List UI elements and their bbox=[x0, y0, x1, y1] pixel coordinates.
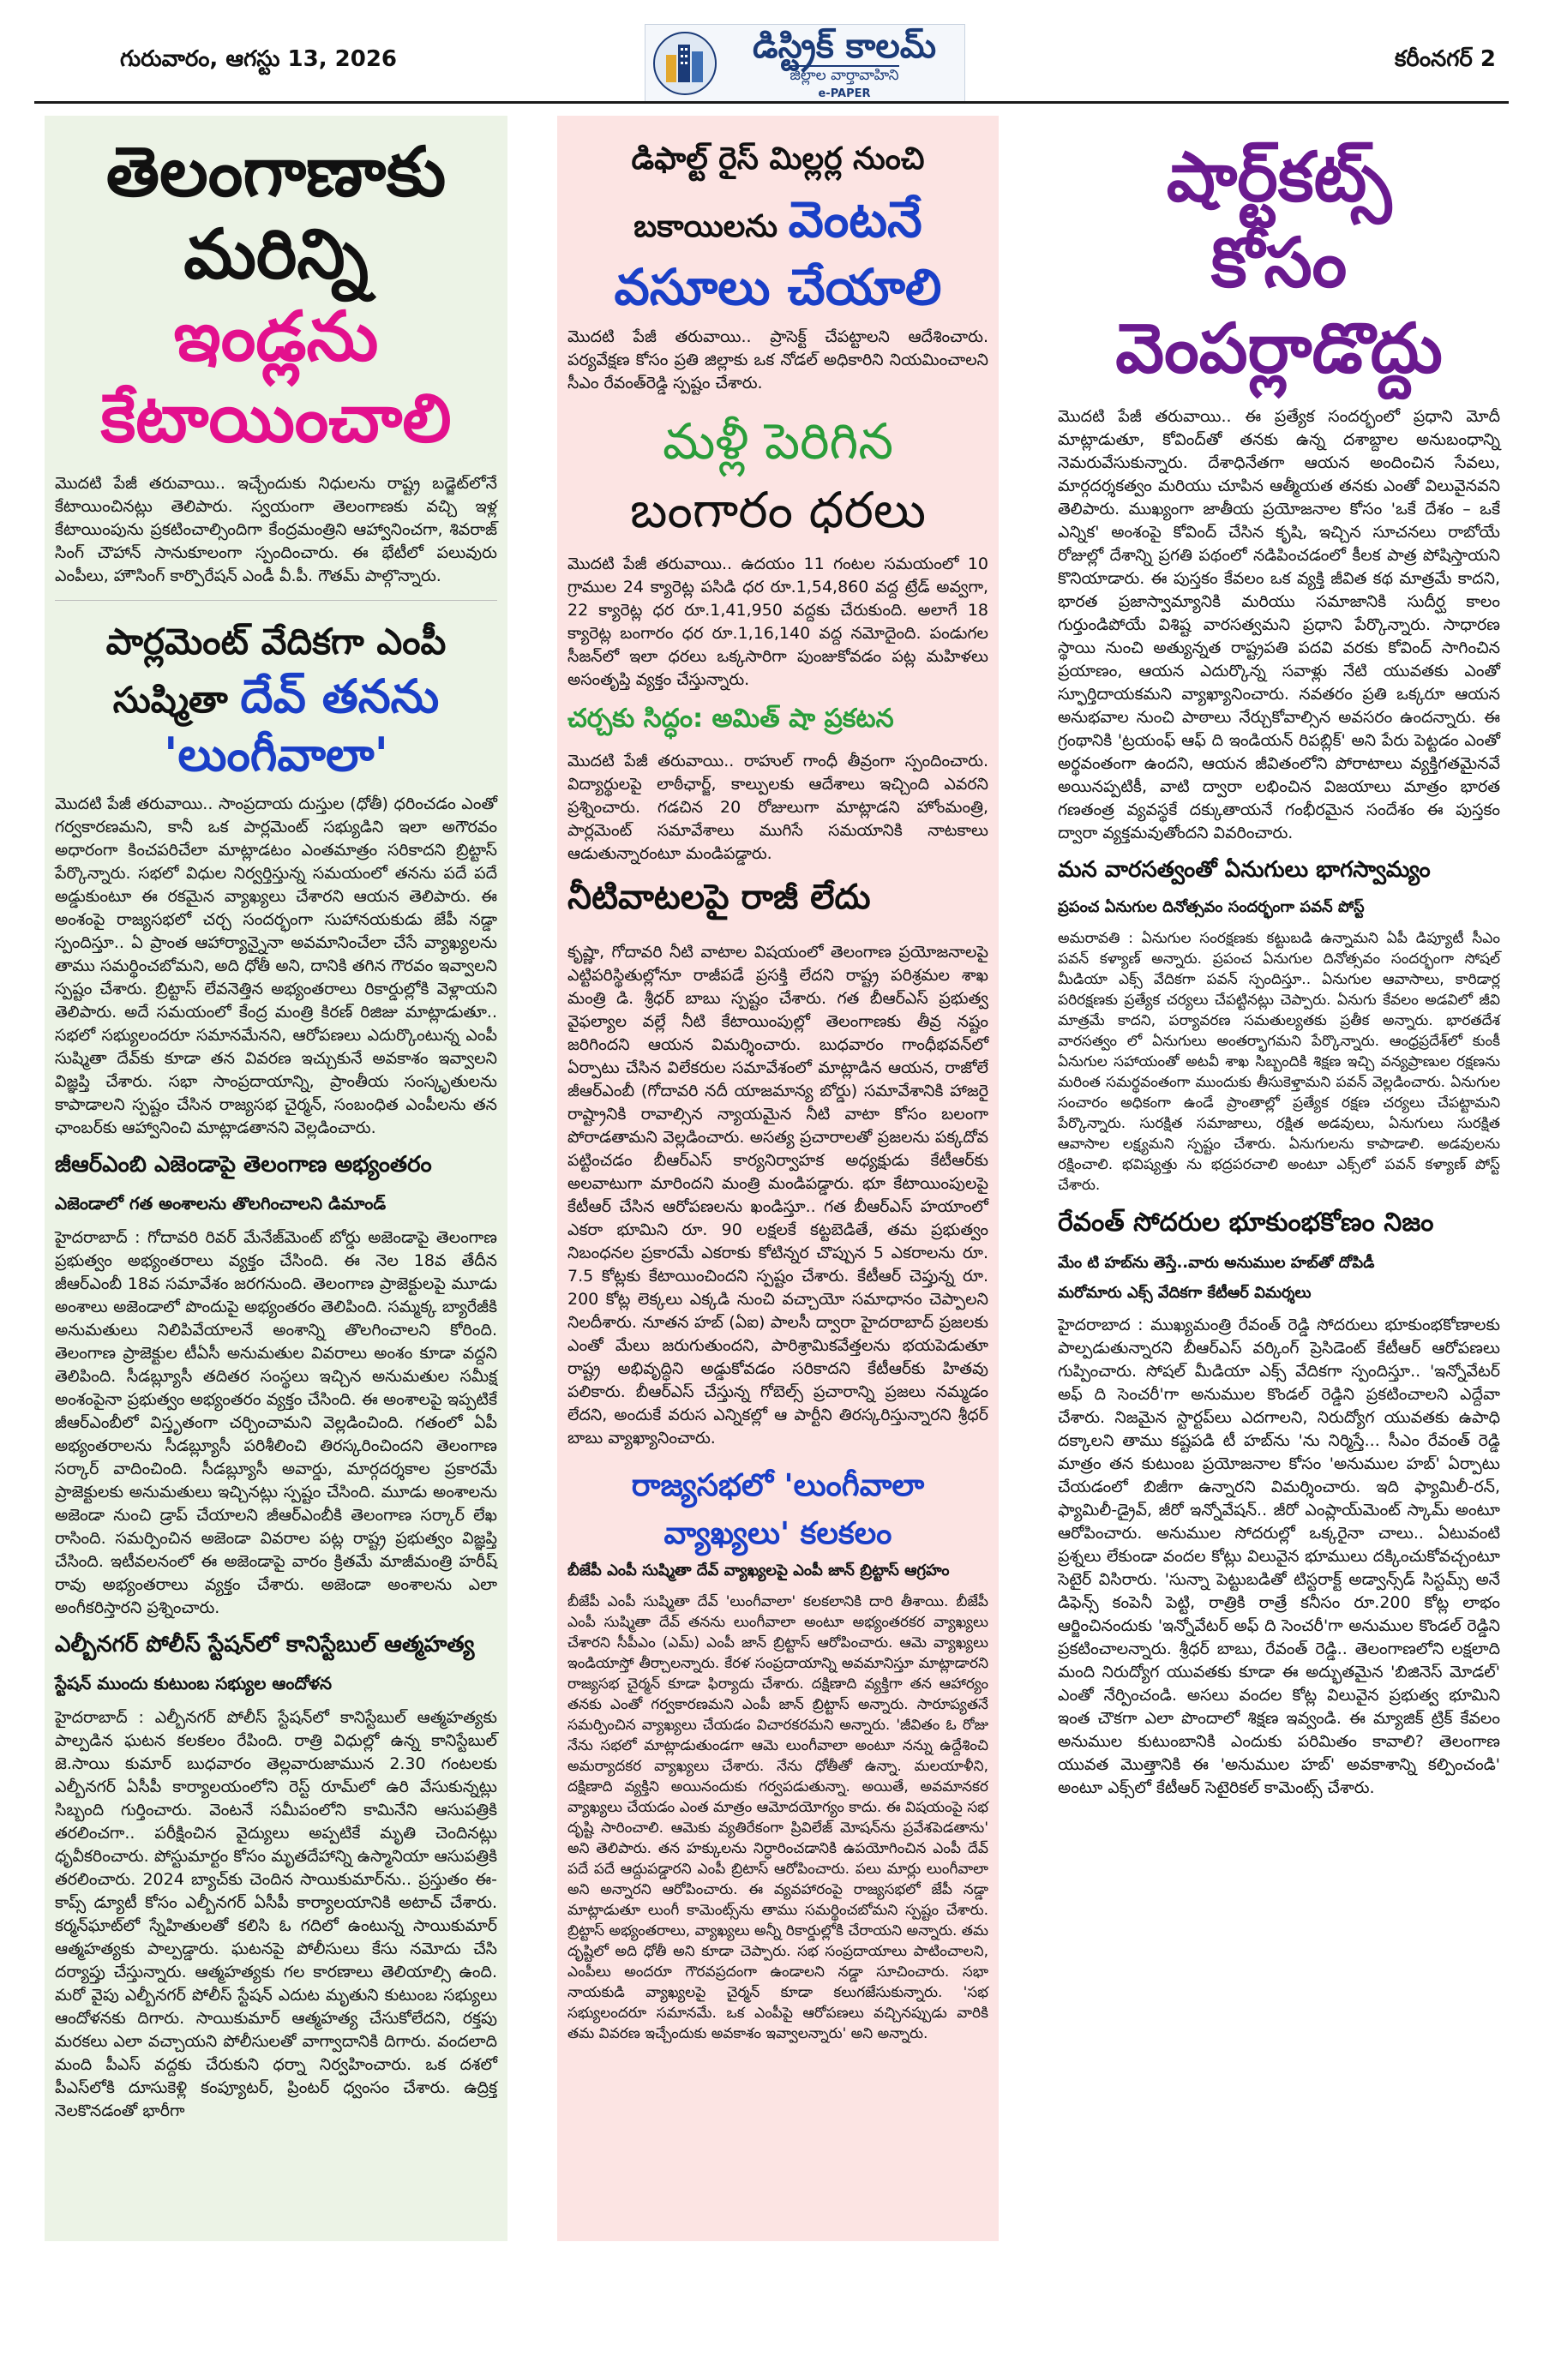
story-revanth-kicker1: మేం టి హబ్‌ను తెస్తే..వారు అనుముల హబ్‌తో దోపిడీ bbox=[1058, 1254, 1375, 1272]
story-elephants-headline: మన వారసత్వంతో ఏనుగులు భాగస్వామ్యం bbox=[1058, 857, 1431, 883]
story-housing-body: మొదటి పేజీ తరువాయి.. ఇచ్చేందుకు నిధులను రాష్ట్ర బడ్జెట్‌లోనే కేటాయించినట్లు తెలిపారు. స్వయంగా తెలంగాణకు వచ్చి ఇళ్ల కేటాయింపును ప్రకటించాల్సిందిగా కేంద్రమంత్రిని ఆహ్వానించగా, శివరాజ్ సింగ్ చౌహాన్ సానుకూలంగా స్పందించారు. ఈ భేటీలో పలువురు ఎంపీలు, హౌసింగ్ కార్పొరేషన్ ఎండీ వీ.పీ. గౌతమ్ పాల్గొన్నారు. bbox=[55, 474, 497, 585]
masthead bbox=[0, 0, 1543, 101]
story-grmb-headline: జీఆర్‌ఎంబి ఎజెండాపై తెలంగాణ అభ్యంతరం bbox=[55, 1152, 432, 1178]
story-constable-headline: ఎల్బీనగర్ పోలీస్ స్టేషన్‌లో కానిస్టేబుల్ ఆత్మహత్య bbox=[55, 1632, 475, 1658]
story-revanth-kicker2: మరోమారు ఎక్స్ వేదికగా కేటీఆర్ విమర్శలు bbox=[1058, 1284, 1312, 1302]
story-grmb-kicker: ఎజెండాలో గత అంశాలను తొలగించాలని డిమాండ్ bbox=[55, 1193, 387, 1214]
brand-tagline: జిల్లాల వార్తావాహిని bbox=[790, 65, 898, 87]
story-water-body: కృష్ణా, గోదావరి నీటి వాటాల విషయంలో తెలంగాణ ప్రయోజనాలపై ఎట్టిపరిస్థితుల్లోనూ రాజీపడే ప్రసక్తి లేదని రాష్ట్ర పరిశ్రమల శాఖ మంత్రి డి. శ్రీధర్ బాబు స్పష్టం చేశారు. గత బీఆర్ఎస్ ప్రభుత్వ వైఫల్యాల వల్లే నీటి కేటాయింపుల్లో తెలంగాణకు తీవ్ర నష్టం జరిగిందని ఆయన విమర్శించారు. బుధవారం గాంధీభవన్‌లో ఏర్పాటు చేసిన విలేకరుల సమావేశంలో మాట్లాడిన ఆయన, రాజోలే జీఆర్ఎంబీ (గోదావరి నదీ యాజమాన్య బోర్డు) సమావేశానికి హాజరై రాష్ట్రానికి రావాల్సిన న్యాయమైన నీటి వాటా కోసం బలంగా పోరాడతామని వెల్లడించారు. అసత్య ప్రచారాలతో ప్రజలను పక్కదోవ పట్టించడం బీఆర్ఎస్ కార్యనిర్వాహక అధ్యక్షుడు కేటీఆర్‌కు అలవాటుగా మారిందని మంత్రి మండిపడ్డారు. భూ కేటాయింపులపై కేటీఆర్ చేసిన ఆరోపణలను ఖండిస్తూ.. గత బీఆర్ఎస్ హయాంలో ఎకరా భూమిని రూ. 90 లక్షలకే కట్టబెడితే, తమ ప్రభుత్వం నిబంధనల ప్రకారమే ఎకరాకు కోటిన్నర చొప్పున 5 ఎకరాలను రూ. 7.5 కోట్లకు కేటాయించిందని స్పష్టం చేశారు. కేటీఆర్ చెప్తున్న రూ. 200 కోట్ల లెక్కలు ఎక్కడి నుంచి వచ్చాయో సమాధానం చెప్పాలని నిలదీశారు. నూతన హబ్ (ఏఐ) పాలసీ ద్వారా హైదరాబాద్ ప్రజలకు ఎంతో మేలు జరుగుతుందని, పారిశ్రామికవేత్తలను భయపెడుతూ రాష్ట్ర అభివృద్ధిని అడ్డుకోవడం సరికాదని కేటీఆర్‌కు హితవు పలికారు. బీఆర్ఎస్ చేస్తున్న గోబెల్స్ ప్రచారాన్ని ప్రజలు నమ్మడం లేదని, అందుకే వరుస ఎన్నికల్లో ఆ పార్టీని తిరస్కరిస్తున్నారని శ్రీధర్ బాబు వ్యాఖ్యానించారు. bbox=[567, 943, 988, 1448]
story-revanth-headline: రేవంత్ సోదరుల భూకుంభకోణం నిజం bbox=[1058, 1208, 1434, 1238]
headline-housing: తెలంగాణాకు మరిన్ని ఇండ్లను కేటాయించాలి bbox=[100, 132, 452, 458]
column-left bbox=[45, 116, 507, 2241]
headline-rajyasabha: రాజ్యసభలో 'లుంగీవాలా వ్యాఖ్యలు' కలకలం bbox=[631, 1468, 925, 1551]
column-right bbox=[1048, 116, 1510, 2241]
issue-date: గురువారం, ఆగస్టు 13, 2026 bbox=[120, 46, 398, 72]
story-elephants-kicker: ప్రపంచ ఏనుగుల దినోత్సవం సందర్భంగా పవన్ పోస్ట్ bbox=[1058, 898, 1365, 916]
brand-name: డిస్ట్రిక్ కాలమ్ bbox=[752, 26, 937, 66]
story-gold-prices-body: మొదటి పేజీ తరువాయి.. ఉదయం 11 గంటల సమయంలో 10 గ్రాముల 24 క్యారెట్ల పసిడి ధర రూ.1,54,860 వద్ద ట్రేడ్ అవ్వగా, 22 క్యారెట్ల ధర రూ.1,41,950 వద్దకు చేరుకుంది. అలాగే 18 క్యారెట్ల బంగారం ధర రూ.1,16,140 వద్ద నమోదైంది. పండుగల సీజన్‌లో ఇలా ధరలు ఒక్కసారిగా పుంజుకోవడం పట్ల మహిళలు అసంతృప్తి వ్యక్తం చేస్తున్నారు. bbox=[567, 555, 988, 689]
story-shortcuts-body: మొదటి పేజీ తరువాయి.. ఈ ప్రత్యేక సందర్భంలో ప్రధాని మోదీ మాట్లాడుతూ, కోవింద్‌తో తనకు ఉన్న దశాబ్దాల అనుబంధాన్ని నెమరువేసుకున్నారు. దేశాధినేతగా ఆయన అందించిన సేవలు, మార్గదర్శకత్వం మరియు చూపిన ఆత్మీయత తనకు ఎంతో విలువైనవని తెలిపారు. ముఖ్యంగా జాతీయ ప్రయోజనాల కోసం 'ఒకే దేశం – ఒకే ఎన్నిక' అంశంపై కోవింద్ చేసిన కృషి, ఇచ్చిన సూచనలు రాబోయే రోజుల్లో దేశాన్ని ప్రగతి పథంలో నడిపించడంలో కీలక పాత్ర పోషిస్తాయని కొనియాడారు. ఈ పుస్తకం కేవలం ఒక వ్యక్తి జీవిత కథ మాత్రమే కాదని, భారత ప్రజాస్వామ్యానికి మరియు సమాజానికి సుదీర్ఘ కాలం గుర్తుండిపోయే విశిష్ట వారసత్వమని ప్రధాని పేర్కొన్నారు. సాధారణ స్థాయి నుంచి అత్యున్నత రాష్ట్రపతి పదవి వరకు కోవింద్ సాగించిన ప్రయాణం, ఆయన ఎదుర్కొన్న సవాళ్లు నేటి యువతకు ఎంతో స్ఫూర్తిదాయకమని వ్యాఖ్యానించారు. నవతరం ప్రతి ఒక్కరూ ఆయన అనుభవాల నుంచి పాఠాలు నేర్చుకోవాల్సిన అవసరం ఉందన్నారు. ఈ గ్రంథానికి 'ట్రయంఫ్ ఆఫ్ ది ఇండియన్ రిపబ్లిక్' అని పేరు పెట్టడం ఎంతో అర్థవంతంగా ఉందని, ఆయన జీవితంలోని పోరాటాలు వ్యక్తిగతమైనవే అయినప్పటికీ, వాటి ద్వారా లభించిన విజయాలు మాత్రం భారత గణతంత్ర వ్యవస్థకే దక్కుతాయనే గంభీరమైన సందేశం ఈ పుస్తకం ద్వారా వ్యక్తమవుతోందని వివరించారు. bbox=[1058, 407, 1500, 842]
newspaper-logo[interactable] bbox=[645, 24, 965, 103]
headline-lungiwala-mp: పార్లమెంట్ వేదికగా ఎంపీ సుష్మితా దేవ్ తనను 'లుంగీవాలా' bbox=[105, 620, 447, 782]
story-constable-body: హైదరాబాద్ : ఎల్బీనగర్ పోలీస్ స్టేషన్‌లో కానిస్టేబుల్ ఆత్మహత్యకు పాల్పడిన ఘటన కలకలం రేపింది. రాత్రి విధుల్లో ఉన్న కానిస్టేబుల్ జె.సాయి కుమార్ బుధవారం తెల్లవారుజామున 2.30 గంటలకు ఎల్బీనగర్ ఏసీపీ కార్యాలయంలోని రెస్ట్ రూమ్‌లో ఉరి వేసుకున్నట్లు సిబ్బంది గుర్తించారు. వెంటనే సమీపంలోని కామినేని ఆసుపత్రికి తరలించగా.. పరీక్షించిన వైద్యులు అప్పటికే మృతి చెందినట్లు ధృవీకరించారు. పోస్టుమార్టం కోసం మృతదేహాన్ని ఉస్మానియా ఆసుపత్రికి తరలించారు. 2024 బ్యాచ్‌కు చెందిన సాయికుమార్‌ను.. ప్రస్తుతం ఈ-కాప్స్ డ్యూటీ కోసం ఎల్బీనగర్ ఏసీపీ కార్యాలయానికి అటాచ్ చేశారు. కర్మన్‌ఘాట్‌లో స్నేహితులతో కలిసి ఓ గదిలో ఉంటున్న సాయికుమార్ ఆత్మహత్యకు పాల్పడ్డారు. ఘటనపై పోలీసులు కేసు నమోదు చేసి దర్యాప్తు చేస్తున్నారు. ఆత్మహత్యకు గల కారణాలు తెలియాల్సి ఉంది. మరో వైపు ఎల్బీనగర్ పోలీస్ స్టేషన్ ఎదుట మృతుని కుటుంబ సభ్యులు ఆందోళనకు దిగారు. సాయికుమార్ ఆత్మహత్య చేసుకోలేదని, రక్తపు మరకలు ఎలా వచ్చాయని పోలీసులతో వాగ్వాదానికి దిగారు. వందలాది మంది పీఎస్ వద్దకు చేరుకుని ధర్నా నిర్వహించారు. ఒక దశలో పీఎస్‌లోకి దూసుకెళ్లి కంప్యూటర్, ప్రింటర్ ధ్వంసం చేశారు. ఉద్రిక్త నెలకొనడంతో భారీగా bbox=[55, 1708, 497, 2120]
story-lungiwala-body: మొదటి పేజీ తరువాయి.. సాంప్రదాయ దుస్తుల (ధోతీ) ధరించడం ఎంతో గర్వకారణమని, కానీ ఒక పార్లమెంట్ సభ్యుడిని ఇలా అగౌరవం అధారంగా కించపరిచేలా మాట్లాడటం ఎంతమాత్రం సరికాదని బ్రిట్టాస్ పేర్కొన్నారు. సభలో విధుల నిర్వర్తిస్తున్న సమయంలో తనను పదే పదే అడ్డుకుంటూ ఈ రకమైన వ్యాఖ్యలు చేశారని ఆయన తెలిపారు. ఈ అంశంపై రాజ్యసభలో చర్చ సందర్భంగా సుహానయకుడు జేపీ నడ్డా స్పందిస్తూ.. ఏ ప్రాంత ఆహార్యాన్నైనా అవమానించేలా చేసే వ్యాఖ్యలను తాము సమర్థించబోమని, అది ధోతీ అని, దానికి తగిన గౌరవం ఇవ్వాలని స్పష్టం చేశారు. బ్రిట్టాస్ లేవనెత్తిన అభ్యంతరాలు రికార్డుల్లోకి వెళ్లాయని తెలిపారు. అదే సమయంలో కేంద్ర మంత్రి కిరణ్ రిజిజు మాట్లాడుతూ.. సభలో సభ్యులందరూ సమానమేనని, ఆరోపణలు ఎదుర్కొంటున్న ఎంపీ సుష్మితా దేవ్‌కు కూడా తన వివరణ ఇచ్చుకునే అవకాశం ఇవ్వాలని విజ్ఞప్తి చేశారు. సభా సాంప్రదాయాన్ని, ప్రాంతీయ సంస్కృతులను కాపాడాలని స్పష్టం చేసిన రాజ్యసభ చైర్మన్, సంబంధిత ఎంపీలను తన ఛాంబర్‌కు ఆహ్వానించి మాట్లాడతానని వెల్లడించారు. bbox=[55, 794, 497, 1137]
headline-rice-millers: డిఫాల్ట్ రైస్ మిల్లర్ల నుంచి బకాయిలను వెంటనే వసూలు చేయాలి bbox=[614, 141, 942, 316]
headline-shortcuts: షార్ట్‌కట్స్ కోసం వెంపర్లాడొద్దు bbox=[1115, 137, 1443, 388]
story-rajyasabha-body: బీజేపీ ఎంపీ సుష్మితా దేవ్ 'లుంగీవాలా' కలకలానికి దారి తీశాయి. బీజేపీ ఎంపీ సుష్మితా దేవ్ తనను లుంగీవాలా అంటూ అభ్యంతరకర వ్యాఖ్యలు చేశారని సీపీఎం (ఎమ్) ఎంపీ జాన్ బ్రిట్టాస్ ఆరోపించారు. ఆమె వ్యాఖ్యలు ఇండియాస్తో తీర్చాలన్నారు. కేరళ సంప్రదాయాన్ని అవమానిస్తూ మాట్లాడారని రాజ్యసభ చైర్మన్ కూడా ఫిర్యాదు చేశారు. దక్షిణాది వ్యక్తిగా తన ఆహార్యం తనకు ఎంతో గర్వకారణమని ఎంపీ జాన్ బ్రిట్టాస్ అన్నారు. సారూప్యతనే సమర్పించిన వ్యాఖ్యలు చేయడం విచారకరమని అన్నారు. 'జీవితం ఓ రోజు నేను సభలో మాట్లాడుతుండగా ఆమె లుంగీవాలా అంటూ నన్ను ఉద్దేశించి అమర్యాదకర వ్యాఖ్యలు చేశారు. నేను ధోతీతో ఉన్నా. మలయాళీని, దక్షిణాది వ్యక్తిని అయినందుకు గర్వపడుతున్నా. అయితే, అవమానకర వ్యాఖ్యలు చేయడం ఎంత మాత్రం ఆమోదయోగ్యం కాదు. ఈ విషయంపై సభ దృష్టి సారించాలి. ఆమెకు వ్యతిరేకంగా ప్రివిలేజ్ మోషన్‌ను ప్రవేశపెడతాను' అని తెలిపారు. తన హక్కులను నిర్ధారించడానికి ఉపయోగించిన ఎంపీ దేవ్ పదే పదే ఆద్దుపడ్డారని ఎంపీ బ్రిటాస్ ఆరోపించారు. పలు మార్లు లుంగీవాలా అని అన్నారని ఆరోపించారు. ఈ వ్యవహారంపై రాజ్యసభలో జేపీ నడ్డా మాట్లాడుతూ లుంగీ కామెంట్స్‌ను తాము సమర్థించబోమని స్పష్టం చేశారు. బ్రిట్టాస్ అభ్యంతరాలు, వ్యాఖ్యలు అన్నీ రికార్డుల్లోకి చేరాయని అన్నారు. తమ దృష్టిలో అది ధోతీ అని కూడా చెప్పారు. సభ సంప్రదాయాలు పాటించాలని, ఎంపీలు అందరూ గౌరవప్రదంగా ఉండాలని నడ్డా సూచించారు. సభా నాయకుడి వ్యాఖ్యలపై చైర్మన్ కూడా కలుగజేసుకున్నారు. 'సభ సభ్యులందరూ సమానమే. ఒక ఎంపీపై ఆరోపణలు వచ్చినప్పుడు వారికి తమ వివరణ ఇచ్చేందుకు అవకాశం ఇవ్వాలన్నారు' అని అన్నారు. bbox=[567, 1593, 988, 2042]
story-rice-millers-body: మొదటి పేజీ తరువాయి.. ప్రాసెక్ట్ చేపట్టాలని ఆదేశించారు. పర్యవేక్షణ కోసం ప్రతి జిల్లాకు ఒక నోడల్ అధికారిని నియమించాలని సీఎం రేవంత్‌రెడ్డి స్పష్టం చేశారు. bbox=[567, 327, 988, 393]
location-page-number: కరీంనగర్ 2 bbox=[1394, 46, 1496, 72]
edition-label: e-PAPER bbox=[818, 87, 871, 100]
story-constable-kicker: స్టేషన్ ముందు కుటుంబ సభ్యుల ఆందోళన bbox=[55, 1673, 333, 1694]
story-amit-shah-headline: చర్చకు సిద్ధం: అమిత్ షా ప్రకటన bbox=[567, 704, 894, 734]
building-icon bbox=[651, 29, 719, 98]
story-amit-shah-body: మొదటి పేజీ తరువాయి.. రాహుల్ గాంధీ తీవ్రంగా స్పందించారు. విద్యార్థులపై లాఠీఛార్జ్, కాల్పులకు ఆదేశాలు ఇచ్చింది ఎవరని ప్రశ్నించారు. గడచిన 20 రోజులుగా మాట్లాడని హోంమంత్రి, పార్లమెంట్ సమావేశాలు ముగిసే సమయానికి నాటకాలు ఆడుతున్నారంటూ మండిపడ్డారు. bbox=[567, 752, 988, 863]
story-water-headline: నీటివాటలపై రాజీ లేదు bbox=[567, 878, 871, 917]
story-elephants-body: అమరావతి : ఏనుగుల సంరక్షణకు కట్టుబడి ఉన్నామని ఏపీ డిప్యూటీ సీఎం పవన్ కళ్యాణ్ అన్నారు. ప్రపంచ ఏనుగుల దినోత్సవం సందర్భంగా సోషల్ మీడియా ఎక్స్ వేదికగా పవన్ స్పందిస్తూ.. ఏనుగుల ఆవాసాలు, కారిడార్ల పరిరక్షణకు ప్రత్యేక చర్యలు చేపట్టినట్లు చెప్పారు. ఏనుగు కేవలం అడవిలో జీవి మాత్రమే కాదని, పర్యావరణ సమతుల్యతకు ప్రతీక అన్నారు. భారతదేశ వారసత్వం లో ఏనుగులు అంతర్భాగమని పేర్కొన్నారు. ఆంధ్రప్రదేశ్‌లో కుంకీ ఏనుగుల సహాయంతో అటవీ శాఖ సిబ్బందికి శిక్షణ ఇచ్చి వన్యప్రాణుల రక్షణను మరింత సమర్థవంతంగా ముందుకు తీసుకెళ్తామని పవన్ వెల్లడించారు. ఏనుగుల సంచారం అధికంగా ఉండే ప్రాంతాల్లో ప్రత్యేక రక్షణ చర్యలు చేపట్టామని పేర్కొన్నారు. సురక్షిత సమాజాలు, రక్షిత అడవులు, ఏనుగులు సురక్షిత ఆవాసాల లక్ష్యమని స్పష్టం చేశారు. ఏనుగులను కాపాడాలి. అడవులను రక్షించాలి. భవిష్యత్తు ను భద్రపరచాలి అంటూ ఎక్స్‌లో పవన్ కళ్యాణ్ పోస్ట్ చేశారు. bbox=[1058, 930, 1500, 1194]
story-grmb-body: హైదరాబాద్ : గోదావరి రివర్ మేనేజ్‌మెంట్ బోర్డు అజెండాపై తెలంగాణ ప్రభుత్వం అభ్యంతరాలు వ్యక్తం చేసింది. ఈ నెల 18వ తేదీన జీఆర్ఎంబీ 18వ సమావేశం జరగనుంది. తెలంగాణ ప్రాజెక్టులపై మూడు అంశాలు అజెండాలో పొందుపై అభ్యంతరం తెలిపింది. సమ్మక్క బ్యారేజీకి అనుమతులు నిలిపివేయాలనే అంశాన్ని తొలగించాలని కోరింది. తెలంగాణ ప్రాజెక్టుల టీఏసీ అనుమతుల వివరాలు అంశం కూడా వద్దని తెలిపింది. సీడబ్ల్యూసీ తదితర సంస్థలు ఇచ్చిన అనుమతుల సమీక్ష అంశంపైనా ప్రభుత్వం అభ్యంతరం వ్యక్తం చేసింది. ఈ అంశాలపై ఇప్పటికే జీఆర్ఎంబీలో విస్తృతంగా చర్చించామని వెల్లడించింది. గతంలో ఏపీ అభ్యంతరాలను సీడబ్ల్యూసీ పరిశీలించి తిరస్కరించిందని తెలంగాణ సర్కార్ వాదించింది. సీడబ్ల్యూసీ అవార్డు, మార్గదర్శకాల ప్రకారమే ప్రాజెక్టులకు అనుమతులు ఇచ్చినట్లు స్పష్టం చేసింది. మూడు అంశాలను అజెండా నుంచి డ్రాప్ చేయాలని జీఆర్ఎంబీకి తెలంగాణ సర్కార్ లేఖ రాసింది. సమర్పించిన అజెండా వివరాల పట్ల రాష్ట్ర ప్రభుత్వం విజ్ఞప్తి చేసింది. ఇటీవలనంలో ఈ అజెండాపై వారం క్రితమే మాజీమంత్రి హరీష్ రావు అభ్యంతరాలు వ్యక్తం చేశారు. అజెండా అంశాలను ఎలా అంగీకరిస్తారని ప్రశ్నించారు. bbox=[55, 1228, 497, 1617]
story-revanth-body: హైదరాబాద : ముఖ్యమంత్రి రేవంత్ రెడ్డి సోదరులు భూకుంభకోణాలకు పాల్పడుతున్నారని బీఆర్ఎస్ వర్కింగ్ ప్రెసిడెంట్ కేటీఆర్ ఆరోపణలు గుప్పించారు. సోషల్ మీడియా ఎక్స్ వేదికగా స్పందిస్తూ.. 'ఇన్నోవేటర్ అఫ్ ది సెంచరీ'గా అనుముల కొండల్ రెడ్డిని ప్రకటించాలని ఎద్దేవా చేశారు. నిజమైన స్టార్టప్‌లు ఎదగాలని, నిరుద్యోగ యువతకు ఉపాధి దక్కాలని తాము కష్టపడి టీ హబ్‌ను 'ను నిర్మిస్తే... సీఎం రేవంత్ రెడ్డి మాత్రం తన కుటుంబ ప్రయోజనాల కోసం 'అనుముల హబ్' ఏర్పాటు చేయడంలో బిజీగా ఉన్నారని విమర్శించారు. ఇది ఫ్యామిలీ-రన్, ఫ్యామిలీ-డ్రైవ్, జీరో ఇన్నోవేషన్.. జీరో ఎంప్లాయ్‌మెంట్ స్కామ్ అంటూ ఆరోపించారు. అనుముల సోదరుల్లో ఒక్కరైనా చాలు.. ఏటువంటి ప్రశ్నలు లేకుండా వందల కోట్లు విలువైన భూములు దక్కించుకోవచ్చంటూ సెటైర్ విసిరారు. 'సున్నా పెట్టుబడితో టిస్టరాక్ట్ అడ్వాన్స్‌డ్ సిస్టమ్స్ అనే డిఫెన్స్ కంపెనీ పెట్టి, రాత్రికి రాత్రే కనీసం రూ.200 కోట్ల లాభం ఆర్జించినందుకు 'ఇన్నోవేటర్ అఫ్ ది సెంచరీ'గా అనుముల కొండల్ రెడ్డిని ప్రకటించాలన్నారు. శ్రీధర్ బాబు, రేవంత్ రెడ్డి.. తెలంగాణలోని లక్షలాది మంది నిరుద్యోగ యువతకు కూడా ఈ అద్భుతమైన 'బిజినెస్ మోడల్' ఎంతో నేర్పించండి. అసలు వందల కోట్ల విలువైన ప్రభుత్వ భూమిని ఇంత చౌకగా ఎలా పొందాలో శిక్షణ ఇవ్వండి. ఈ మ్యాజిక్ ట్రిక్ కేవలం అనుముల కుటుంబానికి ఎందుకు పరిమితం కావాలి? తెలంగాణ యువత మొత్తానికి ఈ 'అనుముల హబ్' అవకాశాన్ని కల్పించండి' అంటూ ఎక్స్‌లో కేటీఆర్ సెటైరికల్ కామెంట్స్ చేశారు. bbox=[1058, 1316, 1500, 1797]
story-rajyasabha-kicker: బీజేపీ ఎంపీ సుష్మితా దేవ్ వ్యాఖ్యలపై ఎంపీ జాన్ బ్రిట్టాస్ ఆగ్రహం bbox=[567, 1562, 950, 1580]
masthead-rule bbox=[34, 101, 1509, 104]
headline-gold-prices: మళ్లీ పెరిగిన బంగారం ధరలు bbox=[629, 412, 927, 539]
column-middle bbox=[557, 116, 999, 2241]
